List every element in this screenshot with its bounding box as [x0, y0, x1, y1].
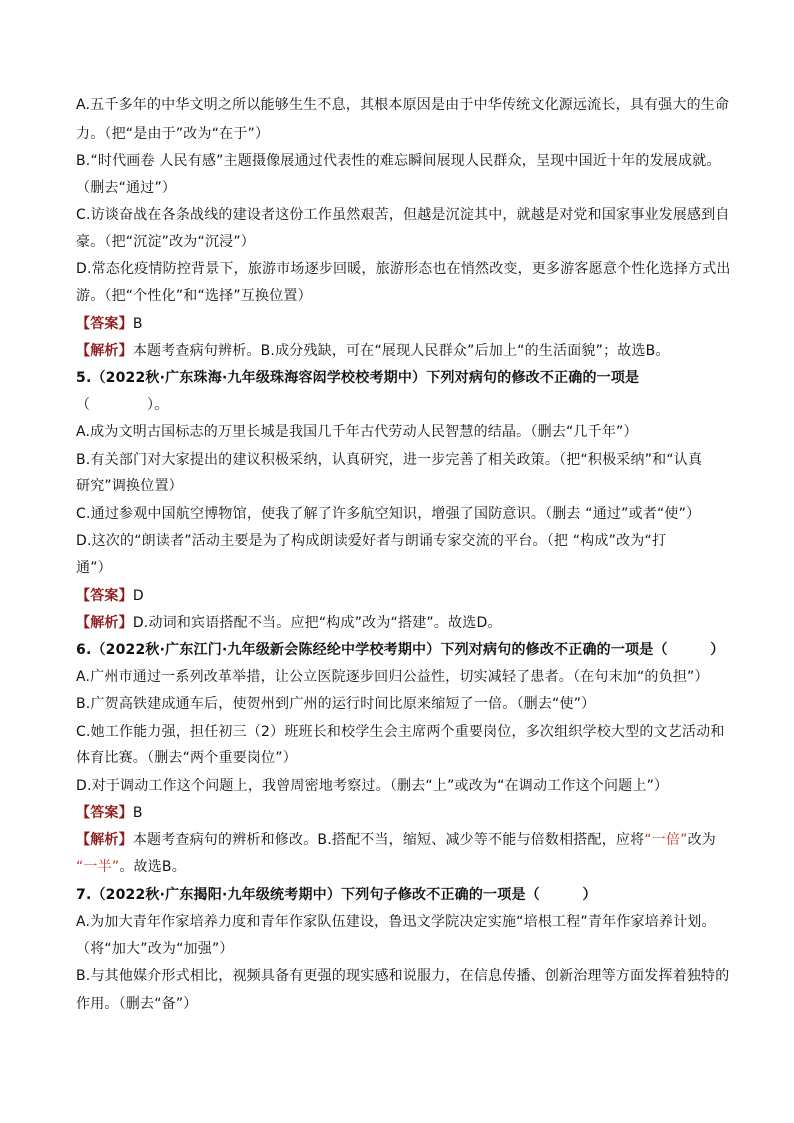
explanation-line: [76, 858, 186, 876]
explanation-text: 改为: [687, 832, 716, 848]
explanation-tag: 【解析】: [76, 832, 133, 848]
answer-line: [76, 315, 143, 333]
explanation-tag: 【解析】: [76, 615, 133, 631]
option-line: D.对于调动工作这个问题上，我曾周密地考察过。（删去“上”或改为“在调动工作这个问题上”）: [76, 778, 669, 794]
answer-tag: 【答案】: [76, 316, 133, 332]
option-line: 通”）: [76, 560, 112, 576]
option-line: 豪。（把“沉淀”改为“沉浸”）: [76, 234, 256, 250]
option-line: B.与其他媒介形式相比，视频具备有更强的现实感和说服力，在信息传播、创新治理等方面发挥着独特的: [76, 968, 730, 984]
option-line: A.广州市通过一系列改革举措，让公立医院逐步回归公益性，切实减轻了患者。（在句末加“的负担”）: [76, 669, 709, 685]
option-line: A.为加大青年作家培养力度和青年作家队伍建设，鲁迅文学院决定实施“培根工程”青年作家培养计划。: [76, 914, 716, 930]
option-line: 研究”调换位置）: [76, 478, 183, 494]
answer-value: D: [132, 588, 144, 604]
answer-tag: 【答案】: [76, 805, 133, 821]
question-6-stem: 6.（2022秋·广东江门·九年级新会陈经纶中学校考期中）下列对病句的修改不正确的一项是（ ）: [76, 642, 725, 658]
question-7-stem: 7.（2022秋·广东揭阳·九年级统考期中）下列句子修改不正确的一项是（ ）: [76, 887, 597, 903]
option-line: A.成为文明古国标志的万里长城是我国几千年古代劳动人民智慧的结晶。（删去“几千年”）: [76, 424, 638, 440]
answer-value: B: [132, 316, 143, 332]
explanation-text: 。故选B。: [119, 859, 186, 875]
option-line: A.五千多年的中华文明之所以能够生生不息，其根本原因是由于中华传统文化源远流长，具有强大的生命: [76, 97, 730, 113]
answer-value: B: [132, 805, 143, 821]
option-line: 体育比赛。（删去“两个重要岗位”）: [76, 750, 297, 766]
option-line: C.通过参观中国航空博物馆，使我了解了许多航空知识，增强了国防意识。（删去 “通过”或者“使”）: [76, 506, 701, 522]
explanation-text: D.动词和宾语搭配不当。应把“构成”改为“搭建”。故选D。: [132, 615, 502, 631]
explanation-line: [76, 342, 670, 360]
option-line: 游。（把“个性化”和“选择”互换位置）: [76, 288, 312, 304]
option-line: B.“时代画卷 人民有感”主题摄像展通过代表性的难忘瞬间展现人民群众，呈现中国近十年的发展成就。: [76, 153, 721, 169]
highlight-text: “一倍”: [644, 832, 688, 848]
option-line: 力。（把“是由于”改为“在于”）: [76, 126, 270, 142]
option-line: B.广贺高铁建成通车后，使贺州到广州的运行时间比原来缩短了一倍。（删去“使”）: [76, 696, 596, 712]
option-line: 作用。（删去“备”）: [76, 996, 198, 1012]
option-line: D.这次的“朗读者”活动主要是为了构成朗读爱好者与朗诵专家交流的平台。（把 “构成”改为“打: [76, 533, 667, 549]
option-line: B.有关部门对大家提出的建议积极采纳，认真研究，进一步完善了相关政策。（把“积极采纳”和“认真: [76, 452, 703, 468]
question-5-stem: 5.（2022秋·广东珠海·九年级珠海容闳学校校考期中）下列对病句的修改不正确的一项是: [76, 370, 640, 386]
option-line: C.访谈奋战在各条战线的建设者这份工作虽然艰苦，但越是沉淀其中，就越是对党和国家事业发展感到自: [76, 207, 730, 223]
option-line: （删去“通过”）: [76, 180, 177, 196]
explanation-text: 本题考查病句辨析。B.成分残缺，可在“展现人民群众”后加上“的生活面貌”；故选B。: [132, 343, 670, 359]
answer-line: [76, 804, 143, 822]
explanation-tag: 【解析】: [76, 343, 133, 359]
question-5-blank: （ ）。: [76, 397, 169, 413]
answer-tag: 【答案】: [76, 588, 133, 604]
option-line: C.她工作能力强，担任初三（2）班班长和校学生会主席两个重要岗位，多次组织学校大型的文艺活动和: [76, 724, 725, 740]
option-line: （将“加大”改为“加强”）: [76, 941, 234, 957]
explanation-line: [76, 831, 716, 849]
answer-line: [76, 587, 144, 605]
highlight-text: “一半”: [76, 859, 120, 875]
explanation-line: [76, 614, 502, 632]
option-line: D.常态化疫情防控背景下，旅游市场逐步回暖，旅游形态也在悄然改变，更多游客愿意个性化选择方式出: [76, 261, 731, 277]
explanation-text: 本题考查病句的辨析和修改。B.搭配不当，缩短、减少等不能与倍数相搭配，应将: [132, 832, 645, 848]
